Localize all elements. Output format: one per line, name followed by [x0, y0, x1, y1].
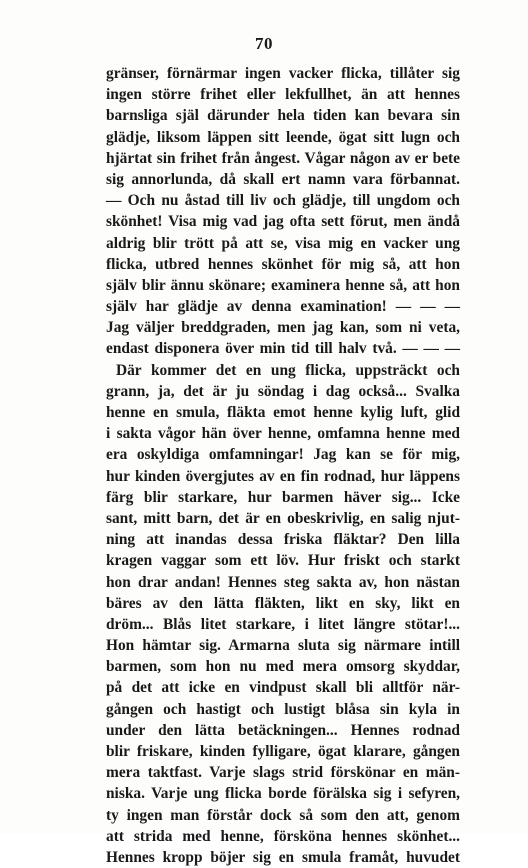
text-line: hur kinden övergjutes av en fin rodnad, hur läppens: [106, 467, 460, 485]
text-line: barmen, som hon nu med mera omsorg skyddar,: [106, 658, 460, 676]
text-line: Hennes kropp böjer sig en smula framåt, huvudet: [106, 848, 460, 866]
text-line: sig annorlunda, då skall ert namn vara förbannat.: [106, 170, 460, 188]
text-line: skönhet! Visa mig vad jag ofta sett förut, men ändå: [106, 213, 460, 231]
text-line: ning att inandas dessa friska fläktar? Den lilla: [106, 531, 460, 549]
text-line: gången och hastigt och lustigt blåsa sin kyla in: [106, 700, 460, 718]
text-line: era oskyldiga omfamningar! Jag kan se för mig,: [106, 446, 460, 464]
page-number: 70: [255, 34, 273, 53]
text-line: hjärtat sin frihet från ångest. Vågar någon av er bete: [106, 149, 460, 167]
text-line: — Och nu åstad till liv och glädje, till ungdom och: [106, 192, 460, 210]
text-line: henne en smula, fläkta emot henne kylig luft, glid: [106, 404, 460, 421]
text-line: själv har glädje av denna examination! — — —: [106, 298, 460, 316]
text-line: blir friskare, kinden fylligare, ögat klarare, gången: [106, 743, 460, 760]
text-line: gränser, förnärmar ingen vacker flicka, tillåter sig: [106, 65, 460, 82]
text-line: kragen vaggar som ett löv. Hur friskt och starkt: [106, 552, 460, 570]
body-text: [106, 63, 460, 868]
text-line: barnsliga själ därunder hela tiden kan bevara sin: [106, 107, 460, 125]
text-line: flicka, utbred hennes skönhet för mig så, att hon: [106, 255, 460, 273]
text-line: mera taktfast. Varje slags strid förskönar en män-: [106, 764, 460, 782]
text-line: färg blir starkare, hur barmen häver sig... Icke: [106, 488, 460, 506]
text-line: under den lätta betäckningen... Hennes rodnad: [106, 721, 460, 739]
text-line: Där kommer det en ung flicka, uppsträckt och: [116, 361, 460, 379]
text-line: att strida med henne, försköna hennes skönhet...: [106, 827, 460, 845]
text-line: själv blir ännu skönare; examinera henne så, att hon: [106, 276, 460, 294]
text-line: sant, mitt barn, det är en obeskrivlig, en salig njut-: [106, 509, 460, 527]
text-line: Hon hämtar sig. Armarna sluta sig närmare intill: [106, 637, 460, 655]
text-line: ty ingen man förstår dock så som den att, genom: [106, 806, 460, 824]
text-line: bäres av den lätta fläkten, likt en sky, likt en: [106, 594, 460, 612]
text-line: glädje, liksom läppen sitt leende, ögat sitt lugn och: [106, 128, 460, 146]
text-line: hon drar andan! Hennes steg sakta av, hon nästan: [106, 573, 460, 591]
text-line: endast disponera över min tid till halv två. — — —: [106, 340, 460, 358]
text-line: ingen större frihet eller lekfullhet, än att hennes: [106, 86, 460, 104]
text-line: niska. Varje ung flicka borde förälska sig i sefyren,: [106, 785, 460, 803]
text-line: på det att icke en vindpust skall bli alltför när-: [106, 679, 460, 697]
text-line: i sakta vågor hän över henne, omfamna henne med: [106, 425, 460, 443]
text-line: aldrig blir trött på att se, visa mig en vacker ung: [106, 234, 460, 252]
text-line: grann, ja, det är ju söndag i dag också... Svalka: [106, 382, 460, 400]
text-line: Jag väljer breddgraden, men jag kan, som ni veta,: [106, 319, 460, 337]
text-line: dröm... Blås litet starkare, i litet längre stötar!...: [106, 615, 460, 633]
